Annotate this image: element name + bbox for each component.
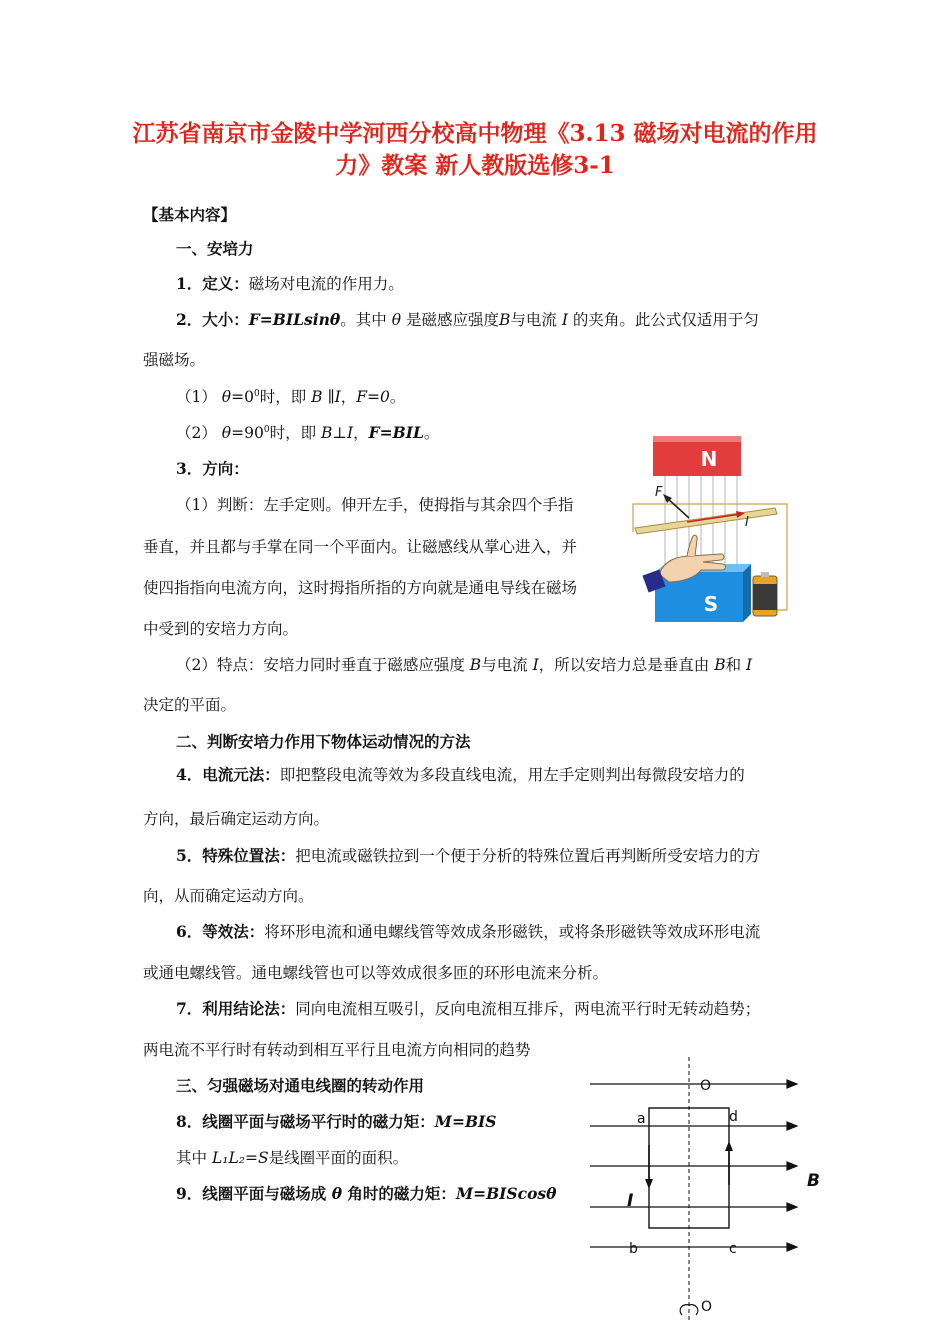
conductor-rod xyxy=(635,508,777,534)
text-fragment: 与电流 xyxy=(481,656,533,674)
corner-d: d xyxy=(729,1109,738,1125)
b-symbol: B xyxy=(714,656,726,674)
method-6-text: 将环形电流和通电螺线管等效成条形磁铁，或将条形磁铁等效成环形电流 xyxy=(264,923,761,941)
left-hand-rule-figure xyxy=(625,432,795,628)
magnitude-label: 2．大小： xyxy=(176,310,249,329)
direction-text-4: 中受到的安培力方向。 xyxy=(143,620,299,638)
relation: B ∥I xyxy=(311,388,341,406)
b-symbol: B xyxy=(498,311,511,329)
text-fragment: 。 xyxy=(423,424,440,442)
south-label: S xyxy=(703,592,719,616)
thumb-icon xyxy=(687,535,697,556)
force-value: F=0 xyxy=(356,388,390,406)
i-symbol: I xyxy=(746,656,753,674)
north-label: N xyxy=(700,447,718,471)
method-4-line-2: 方向，最后确定运动方向。 xyxy=(143,810,330,828)
relation: B⊥I xyxy=(321,424,354,442)
definition-text: 磁场对电流的作用力。 xyxy=(248,275,404,293)
battery-label-band xyxy=(753,584,777,610)
case-2-line xyxy=(176,422,439,444)
coil-current-down-arrow xyxy=(645,1145,653,1189)
current-label: I xyxy=(745,515,749,530)
text-fragment: 是线圈平面的面积。 xyxy=(268,1149,409,1167)
text-fragment: 是磁感应强度 xyxy=(401,311,499,329)
field-line-arrows xyxy=(590,1080,797,1251)
i-symbol: I xyxy=(561,311,568,329)
feature-line xyxy=(176,654,752,676)
section-label-basic: 【基本内容】 xyxy=(143,205,237,224)
text-fragment: 时，即 xyxy=(269,424,322,442)
method-5-line-2: 向，从而确定运动方向。 xyxy=(143,887,314,905)
b-symbol: B xyxy=(469,656,482,674)
text-fragment: 的夹角。此公式仅适用于匀 xyxy=(567,311,759,329)
corner-a: a xyxy=(637,1111,646,1127)
heading-coil-rotation: 三、匀强磁场对通电线圈的转动作用 xyxy=(176,1076,425,1095)
area-formula: L₁L₂=S xyxy=(211,1149,269,1167)
text-fragment: （1） xyxy=(176,388,222,406)
text-fragment: ， xyxy=(353,424,369,442)
axis-label-top: O xyxy=(700,1078,712,1094)
text-fragment: 其中 xyxy=(176,1149,212,1167)
magnitude-line-2: 强磁场。 xyxy=(143,351,206,369)
axis-label-bottom: O xyxy=(701,1299,713,1315)
force-value: F=BIL xyxy=(368,423,424,442)
method-7-line-2: 两电流不平行时有转动到相互平行且电流方向相同的趋势 xyxy=(143,1041,531,1059)
text-fragment: 和 xyxy=(725,656,747,674)
theta-symbol: θ xyxy=(391,311,402,329)
text-fragment: ， xyxy=(340,388,357,406)
method-8-note xyxy=(176,1147,408,1169)
direction-text-1: （1）判断：左手定则。伸开左手，使拇指与其余四个手指 xyxy=(176,496,574,514)
force-label: F xyxy=(655,485,663,500)
theta-symbol: θ xyxy=(331,1184,343,1203)
force-arrow xyxy=(667,498,689,518)
method-7-text: 同向电流相互吸引，反向电流相互排斥，两电流平行时无转动趋势； xyxy=(295,1000,761,1018)
corner-b: b xyxy=(629,1241,638,1257)
corner-c: c xyxy=(729,1241,737,1257)
page-title: 江苏省南京市金陵中学河西分校高中物理《3.13 磁场对电流的作用力》教案 新人教版选修3-1 xyxy=(132,120,818,179)
text-fragment: （2）特点：安培力同时垂直于磁感应强度 xyxy=(176,656,470,674)
method-4-label: 4．电流元法： xyxy=(176,765,280,784)
magnitude-formula: F=BILsinθ xyxy=(248,310,341,329)
text-fragment: =90 xyxy=(231,424,264,442)
method-4-line xyxy=(176,764,745,786)
text-fragment: =0 xyxy=(231,388,254,406)
method-8-formula: M=BIS xyxy=(434,1112,497,1131)
definition-line xyxy=(176,273,404,295)
method-6-label: 6．等效法： xyxy=(176,922,265,941)
definition-label: 1．定义： xyxy=(176,274,249,293)
method-9-formula: M=BIScosθ xyxy=(455,1184,557,1203)
coil-current-up-arrow xyxy=(725,1141,733,1185)
theta-symbol: θ xyxy=(221,424,232,442)
feature-line-2: 决定的平面。 xyxy=(143,696,237,714)
method-7-line xyxy=(176,998,760,1020)
method-6-line-2: 或通电螺线管。通电螺线管也可以等效成很多匝的环形电流来分析。 xyxy=(143,964,609,982)
method-9-line xyxy=(176,1183,556,1205)
text-fragment: 与电流 xyxy=(510,311,562,329)
theta-symbol: θ xyxy=(221,388,232,406)
battery-terminal xyxy=(761,572,769,577)
method-5-label: 5．特殊位置法： xyxy=(176,846,296,865)
method-5-text: 把电流或磁铁拉到一个便于分析的特殊位置后再判断所受安培力的方 xyxy=(295,847,761,865)
heading-ampere-force: 一、安培力 xyxy=(176,239,254,258)
method-7-label: 7．利用结论法： xyxy=(176,999,296,1018)
north-magnet-top xyxy=(653,436,741,442)
direction-label: 3．方向： xyxy=(176,459,249,478)
method-6-line xyxy=(176,921,760,943)
south-magnet-side xyxy=(743,564,751,622)
method-9-label: 角时的磁力矩： xyxy=(342,1184,456,1203)
i-symbol: I xyxy=(532,656,539,674)
text-fragment: 时，即 xyxy=(259,388,312,406)
text-fragment: ，所以安培力总是垂直由 xyxy=(538,656,715,674)
coil-current-label: I xyxy=(627,1191,634,1211)
case-1-line xyxy=(176,386,405,408)
coil-field-figure xyxy=(585,1055,825,1341)
heading-motion-methods: 二、判断安培力作用下物体运动情况的方法 xyxy=(176,732,471,751)
text-fragment: 。其中 xyxy=(340,311,392,329)
method-5-line xyxy=(176,845,760,867)
method-9-label: 9．线圈平面与磁场成 xyxy=(176,1184,332,1203)
method-8-line xyxy=(176,1111,497,1133)
degree-sup: 0 xyxy=(254,388,260,399)
field-label: B xyxy=(807,1171,820,1191)
method-8-label: 8．线圈平面与磁场平行时的磁力矩： xyxy=(176,1112,435,1131)
text-fragment: 。 xyxy=(389,388,406,406)
method-4-text: 即把整段电流等效为多段直线电流，用左手定则判出每微段安培力的 xyxy=(279,766,745,784)
degree-sup: 0 xyxy=(263,424,270,435)
magnitude-line xyxy=(176,309,759,331)
text-fragment: （2） xyxy=(176,424,222,442)
direction-text-2: 垂直，并且都与手掌在同一个平面内。让磁感线从掌心进入，并 xyxy=(143,538,578,556)
direction-text-3: 使四指指向电流方向，这时拇指所指的方向就是通电导线在磁场 xyxy=(143,579,578,597)
